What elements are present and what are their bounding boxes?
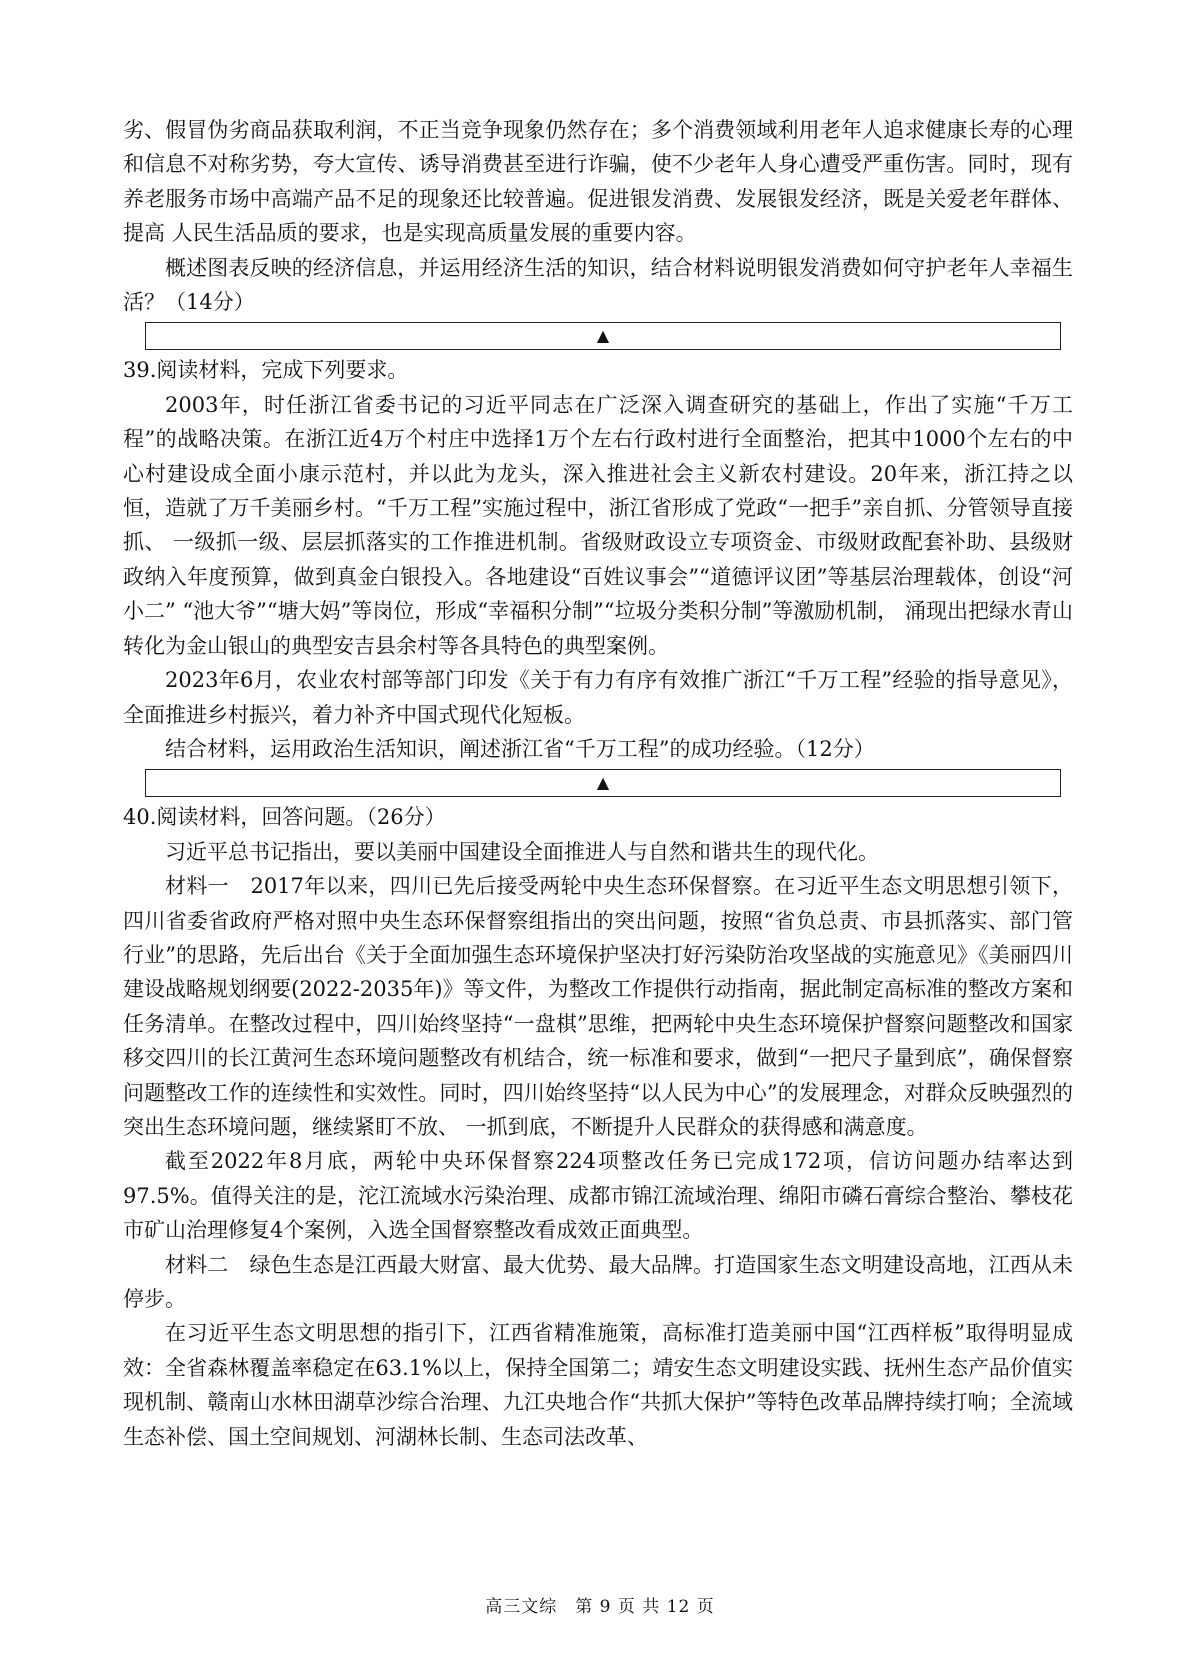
q40-paragraph: 在习近平生态文明思想的指引下，江西省精准施策，高标准打造美丽中国“江西样板”取得明显成效：全省森林覆盖率稳定在63.1%以上，保持全国第二；靖安生态文明建设实践、抚州生态产品价值实现机制、赣南山水林田湖草沙综合治理、九江央地合作“共抓大保护”等特色改革品牌持续打响；全流域生态补偿、国土空间规划、河湖林长制、生态司法改革、 — [123, 1321, 1073, 1449]
q39-paragraph: 2023年6月，农业农村部等部门印发《关于有力有序有效推广浙江“千万工程”经验的指导意见》，全面推进乡村振兴，着力补齐中国式现代化短板。 — [123, 668, 1073, 727]
q40-heading: 40.阅读材料，回答问题。（26分） — [123, 805, 446, 830]
page-content — [123, 113, 1073, 1454]
q38-answer-box[interactable] — [145, 322, 1061, 350]
q40-material-one: 材料一 2017年以来，四川已先后接受两轮中央生态环保督察。在习近平生态文明思想引领下，四川省委省政府严格对照中央生态环保督察组指出的突出问题，按照“省负总责、市县抓落实、部门管行业”的思路，先后出台《关于全面加强生态环境保护坚决打好污染防治攻坚战的实施意见》《美丽四川建设战略规划纲要(2022-2035年)》等文件，为整改工作提供行动指南，据此制定高标准的整改方案和任务清单。在整改过程中，四川始终坚持“一盘棋”思维，把两轮中央生态环境保护督察问题整改和国家移交四川的长江黄河生态环境问题整改有机结合，统一标准和要求，做到“一把尺子量到底”，确保督察问题整改工作的连续性和实效性。同时，四川始终坚持“以人民为中心”的发展理念，对群众反映强烈的突出生态环境问题，继续紧盯不放、 一抓到底，不断提升人民群众的获得感和满意度。 — [123, 874, 1073, 1139]
q40-paragraph: 习近平总书记指出，要以美丽中国建设全面推进人与自然和谐共生的现代化。 — [165, 839, 879, 864]
q40-paragraph: 截至2022年8月底，两轮中央环保督察224项整改任务已完成172项，信访问题办结率达到 97.5%。值得关注的是，沱江流域水污染治理、成都市锦江流域治理、绵阳市磷石膏综合整治、攀枝花市矿山治理修复4个案例，入选全国督察整改看成效正面典型。 — [123, 1149, 1073, 1243]
answer-marker-icon: ▲ — [596, 326, 610, 346]
q39-question: 结合材料，运用政治生活知识，阐述浙江省“千万工程”的成功经验。（12分） — [165, 736, 875, 761]
q39-paragraph: 2003年，时任浙江省委书记的习近平同志在广泛深入调查研究的基础上，作出了实施“千万工程”的战略决策。在浙江近4万个村庄中选择1万个左右行政村进行全面整治，把其中1000个左右的中心村建设成全面小康示范村，并以此为龙头，深入推进社会主义新农村建设。20年来，浙江持之以恒，造就了万千美丽乡村。“千万工程”实施过程中，浙江省形成了党政“一把手”亲自抓、分管领导直接抓、 一级抓一级、层层抓落实的工作推进机制。省级财政设立专项资金、市级财政配套补助、县级财政纳入年度预算，做到真金白银投入。各地建设“百姓议事会”“道德评议团”等基层治理载体，创设“河小二” “池大爷”“塘大妈”等岗位，形成“幸福积分制”“垃圾分类积分制”等激励机制， 涌现出把绿水青山转化为金山银山的典型安吉县余村等各具特色的典型案例。 — [123, 392, 1073, 658]
q39-heading: 39.阅读材料，完成下列要求。 — [123, 358, 409, 383]
q40-material-two: 材料二 绿色生态是江西最大财富、最大优势、最大品牌。打造国家生态文明建设高地，江西从未停步。 — [123, 1252, 1073, 1311]
q39-answer-box[interactable] — [145, 769, 1061, 797]
q38-material-tail: 劣、假冒伪劣商品获取利润，不正当竞争现象仍然存在；多个消费领域利用老年人追求健康长寿的心理和信息不对称劣势，夸大宣传、诱导消费甚至进行诈骗，使不少老年人身心遭受严重伤害。同时，现有养老服务市场中高端产品不足的现象还比较普遍。促进银发消费、发展银发经济，既是关爱老年群体、提高 人民生活品质的要求，也是实现高质量发展的重要内容。 — [123, 118, 1073, 246]
page-footer: 高三文综 第 9 页 共 12 页 — [485, 1597, 715, 1617]
q38-question: 概述图表反映的经济信息，并运用经济生活的知识，结合材料说明银发消费如何守护老年人幸福生活？（14分） — [123, 255, 1073, 315]
answer-marker-icon: ▲ — [596, 773, 610, 793]
